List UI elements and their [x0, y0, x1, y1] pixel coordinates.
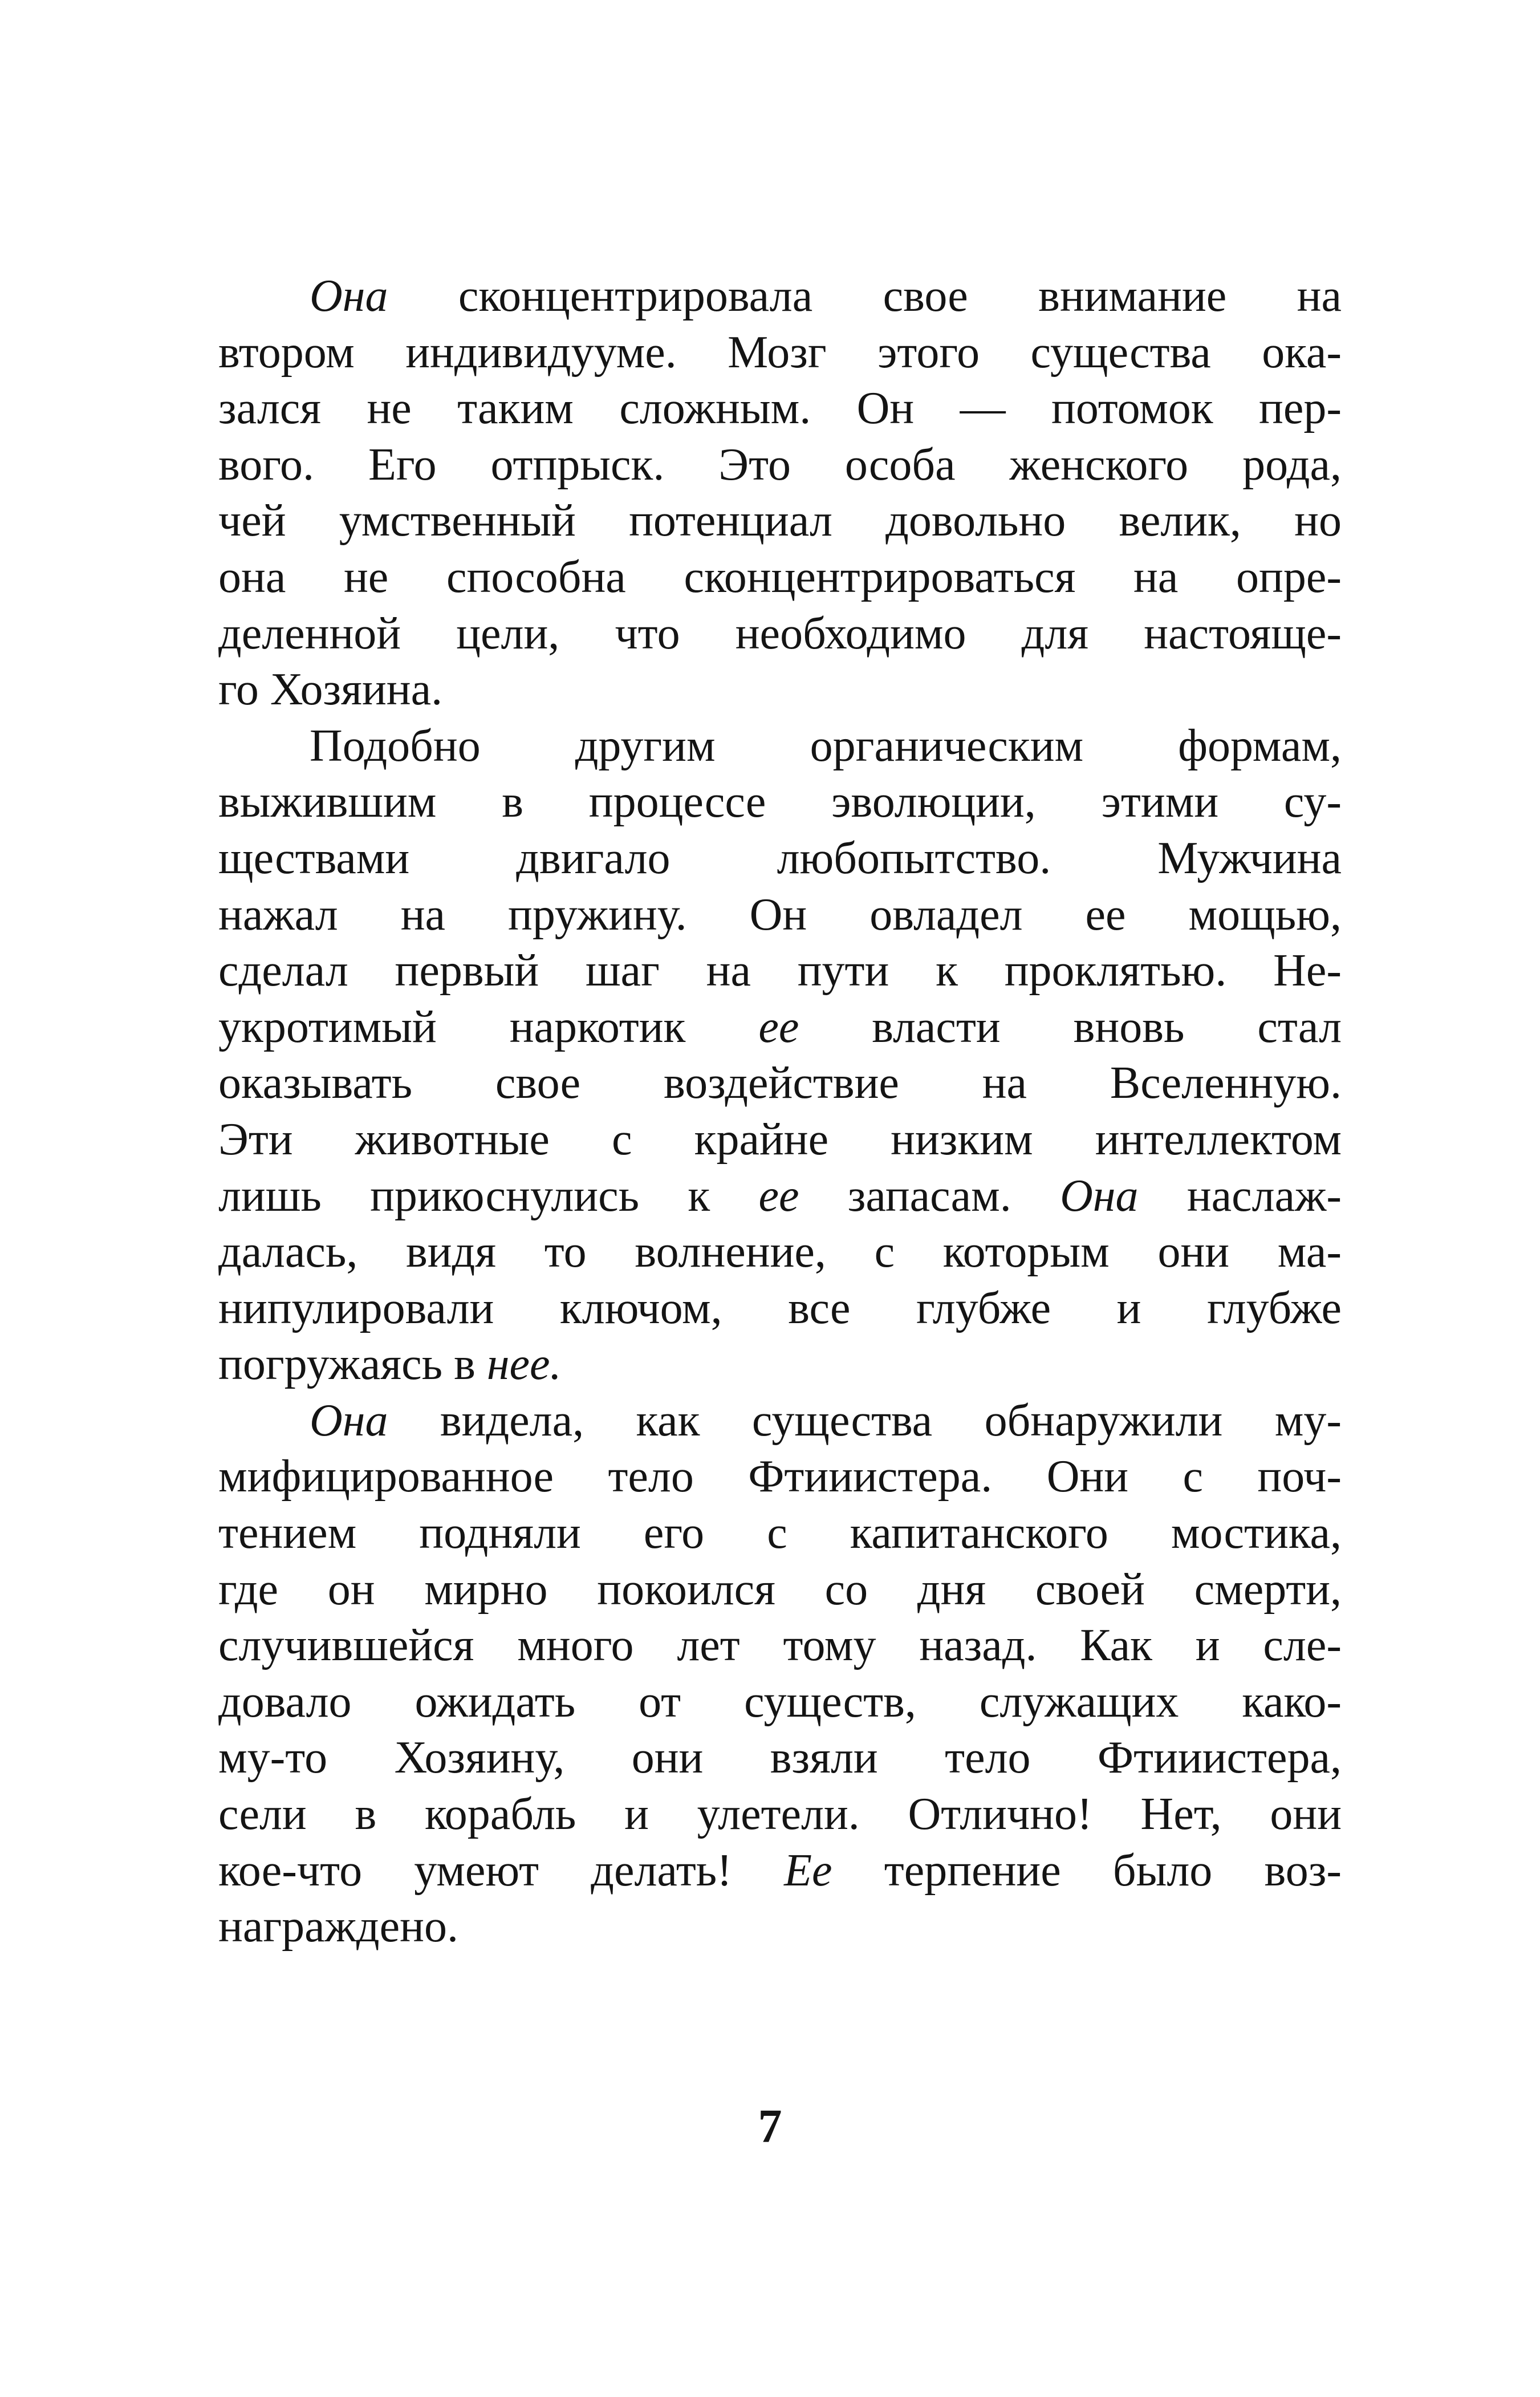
text-run: нипулировали ключом, все глубже и глубже	[218, 1283, 1342, 1333]
text-line	[218, 943, 1342, 999]
text-run: видела, как существа обнаружили му-	[388, 1395, 1342, 1446]
text-run: выжившим в процессе эволюции, этими су-	[218, 777, 1342, 828]
text-run: лишь прикоснулись к	[218, 1170, 759, 1221]
text-line	[218, 380, 1342, 437]
text-run: кое-что умеют делать!	[218, 1845, 785, 1896]
text-run: сели в корабль и улетели. Отлично! Нет, они	[218, 1789, 1342, 1840]
text-run: далась, видя то волнение, с которым они ма-	[218, 1227, 1342, 1277]
text-run: вого. Его отпрыск. Это особа женского рода,	[218, 439, 1342, 490]
text-line	[218, 662, 1342, 718]
text-run: ществами двигало любопытство. Мужчина	[218, 833, 1342, 883]
text-line	[218, 999, 1342, 1056]
text-line	[218, 1505, 1342, 1562]
text-line	[218, 1899, 1342, 1955]
text-line	[218, 1168, 1342, 1224]
text-line	[218, 1055, 1342, 1112]
text-run: погружаясь в	[218, 1339, 487, 1390]
text-line	[218, 606, 1342, 662]
text-run: мифицированное тело Фтииистера. Они с поч-	[218, 1451, 1342, 1502]
text-line	[218, 1280, 1342, 1337]
text-line	[218, 1786, 1342, 1843]
text-line	[218, 887, 1342, 943]
text-line	[218, 1224, 1342, 1280]
italic-text: нее.	[486, 1339, 562, 1390]
text-run: довало ожидать от существ, служащих како-	[218, 1676, 1342, 1727]
text-run: сделал первый шаг на пути к проклятью. Не-	[218, 946, 1342, 996]
text-run: случившейся много лет тому назад. Как и сле-	[218, 1620, 1342, 1671]
text-run: она не способна сконцентрироваться на опре-	[218, 551, 1342, 602]
italic-text: Ее	[784, 1845, 832, 1896]
text-run: власти вновь стал	[799, 1001, 1342, 1052]
text-line	[218, 325, 1342, 381]
text-run: тением подняли его с капитанского мостика,	[218, 1508, 1342, 1559]
text-run: му-то Хозяину, они взяли тело Фтииистера,	[218, 1733, 1342, 1783]
text-run: го Хозяина.	[218, 664, 443, 715]
text-run: терпение было воз-	[832, 1845, 1342, 1896]
text-line	[218, 1674, 1342, 1730]
text-line	[218, 549, 1342, 606]
text-line	[218, 1393, 1342, 1449]
italic-text: ее	[758, 1170, 799, 1221]
text-line	[218, 1617, 1342, 1674]
text-line	[218, 437, 1342, 493]
italic-text: Она	[310, 1395, 388, 1446]
text-line	[218, 493, 1342, 549]
text-run: запасам.	[799, 1170, 1060, 1221]
text-run: оказывать свое воздействие на Вселенную.	[218, 1058, 1342, 1109]
text-run: чей умственный потенциал довольно велик, но	[218, 496, 1342, 546]
text-run: Подобно другим органическим формам,	[310, 720, 1342, 771]
text-line	[218, 830, 1342, 887]
text-line	[218, 268, 1342, 325]
text-line	[218, 774, 1342, 830]
text-line	[218, 1112, 1342, 1168]
italic-text: Она	[1060, 1170, 1139, 1221]
text-line	[218, 1336, 1342, 1393]
text-run: где он мирно покоился со дня своей смерти,	[218, 1564, 1342, 1615]
text-run: Эти животные с крайне низким интеллектом	[218, 1114, 1342, 1165]
text-line	[218, 1562, 1342, 1618]
page-number: 7	[758, 2100, 782, 2153]
text-run: укротимый наркотик	[218, 1001, 759, 1052]
text-line	[218, 1730, 1342, 1786]
italic-text: Она	[310, 271, 388, 321]
text-run: деленной цели, что необходимо для настояще-	[218, 608, 1342, 659]
text-run: награждено.	[218, 1901, 458, 1952]
text-run: сконцентрировала свое внимание на	[388, 271, 1342, 321]
text-run: нажал на пружину. Он овладел ее мощью,	[218, 889, 1342, 940]
italic-text: ее	[758, 1001, 799, 1052]
body-text	[218, 268, 1342, 1955]
text-line	[218, 718, 1342, 774]
text-run: втором индивидууме. Мозг этого существа ока-	[218, 327, 1342, 378]
text-line	[218, 1449, 1342, 1505]
text-run: наслаж-	[1138, 1170, 1342, 1221]
text-run: зался не таким сложным. Он — потомок пер-	[218, 383, 1342, 434]
text-line	[218, 1843, 1342, 1899]
